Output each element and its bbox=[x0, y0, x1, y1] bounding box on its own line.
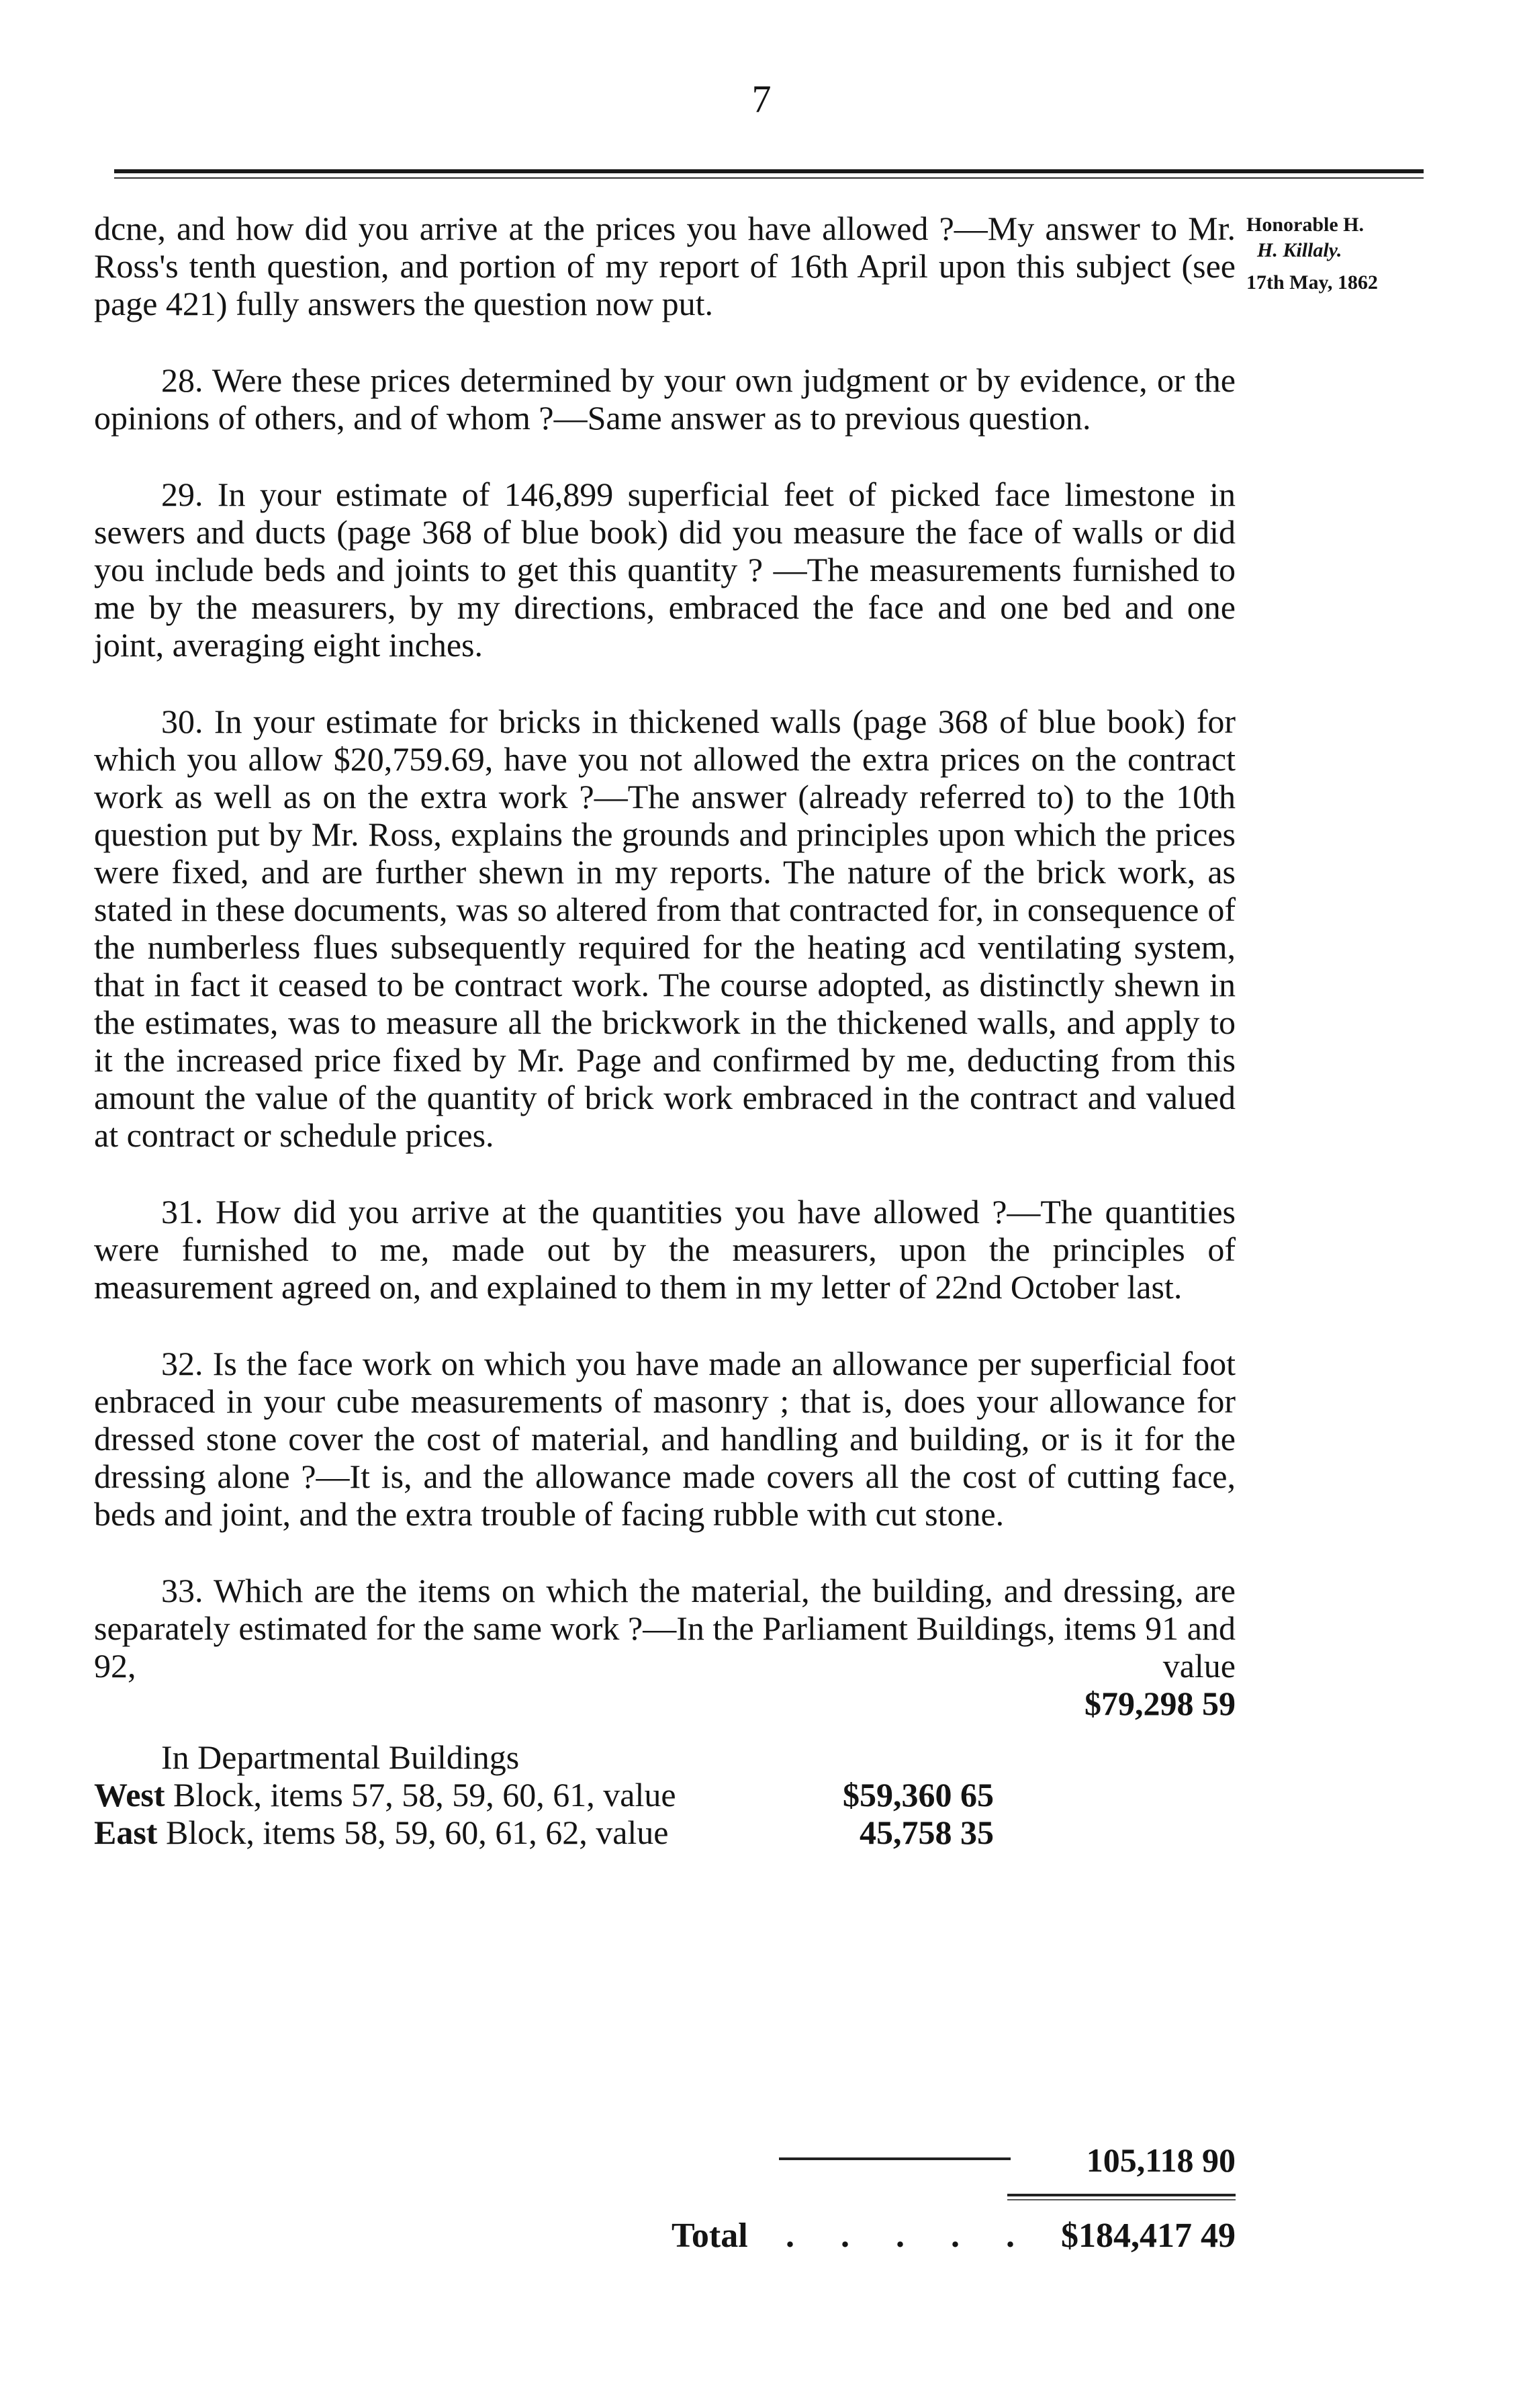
total-label: Total bbox=[672, 2217, 748, 2255]
question-28 bbox=[94, 361, 1236, 437]
question-32 bbox=[94, 1345, 1236, 1533]
margin-note-date: 17th May, 1862 bbox=[1246, 271, 1378, 294]
header-rule bbox=[114, 169, 1424, 173]
question-text: Is the face work on which you have made an allowance per superficial foot enbraced in your cube measurements of masonry ; that is, does your allowance for dressed stone cover the cost of material, and handling and building, or is it for the dressing alone ?—It is, and the allowance made covers all the cost of cutting face, beds and joint, and the extra trouble of facing rubble with cut stone. bbox=[94, 1345, 1236, 1533]
question-31 bbox=[94, 1193, 1236, 1306]
total-leader-dots: . . . . . bbox=[786, 2217, 1033, 2255]
table-row bbox=[94, 1814, 1236, 1851]
total-value: $184,417 49 bbox=[1061, 2217, 1236, 2255]
block-name: East bbox=[94, 1814, 158, 1851]
paragraph-continuation: dcne, and how did you arrive at the prices you have allowed ?—My answer to Mr. Ross's tenth question, and portion of my report of 16th April upon this subject (see page 421) fully answers the question now put. bbox=[94, 210, 1236, 322]
question-text: In your estimate for bricks in thickened walls (page 368 of blue book) for which you allow $20,759.69, have you not allowed the extra prices on the contract work as well as on the extra work ?—The answer (already referred to) to the 10th question put by Mr. Ross, explains the grounds and principles upon which the prices were fixed, and are further shewn in my reports. The nature of the brick work, as stated in these documents, was so altered from that contracted for, in consequence of the numberless flues subsequently required for the heating acd ventilating system, that in fact it ceased to be contract work. The course adopted, as distinctly shewn in the estimates, was to measure all the brickwork in the thickened walls, and apply to it the increased price fixed by Mr. Page and confirmed by me, deducting from this amount the value of the quantity of brick work embraced in the contract and valued at contract or schedule prices. bbox=[94, 703, 1236, 1154]
question-number: 33. bbox=[161, 1572, 203, 1609]
block-items: Block, items 58, 59, 60, 61, 62, value bbox=[157, 1814, 669, 1851]
table-row bbox=[94, 1776, 1236, 1814]
question-number: 30. bbox=[161, 703, 203, 740]
question-number: 28. bbox=[161, 361, 203, 399]
parliament-value: $79,298 59 bbox=[1084, 1685, 1236, 1722]
total-rule-thin bbox=[1007, 2199, 1236, 2200]
margin-note-title: Honorable H. bbox=[1246, 214, 1365, 236]
question-33 bbox=[94, 1572, 1236, 1722]
margin-note bbox=[1246, 212, 1461, 296]
question-text: How did you arrive at the quantities you have allowed ?—The quantities were furnished to me, made out by the measurers, upon the principles of measurement agreed on, and explained to them in my letter of 22nd October last. bbox=[94, 1193, 1236, 1306]
total-rule bbox=[1007, 2194, 1236, 2196]
question-number: 31. bbox=[161, 1193, 203, 1231]
subtotal-rule bbox=[779, 2157, 1011, 2160]
question-29 bbox=[94, 476, 1236, 664]
block-value: $59,360 65 bbox=[843, 1776, 994, 1814]
block-items: Block, items 57, 58, 59, 60, 61, value bbox=[165, 1776, 676, 1814]
departmental-heading: In Departmental Buildings bbox=[161, 1738, 520, 1776]
margin-note-name: H. Killaly. bbox=[1257, 239, 1342, 261]
question-number: 29. bbox=[161, 476, 203, 513]
block-name: West bbox=[94, 1776, 165, 1814]
header-rule-thin bbox=[114, 177, 1424, 179]
block-value: 45,758 35 bbox=[860, 1814, 994, 1851]
page-number: 7 bbox=[751, 77, 772, 121]
page-body bbox=[94, 210, 1236, 1851]
departmental-subtotal: 105,118 90 bbox=[1086, 2141, 1236, 2179]
question-number: 32. bbox=[161, 1345, 203, 1382]
question-text: In your estimate of 146,899 superficial feet of picked face limestone in sewers and ducts (page 368 of blue book) did you measure the face of walls or did you include beds and joints to get this quantity ? —The measurements furnished to me by the measurers, by my directions, embraced the face and one bed and one joint, averaging eight inches. bbox=[94, 476, 1236, 664]
question-30 bbox=[94, 703, 1236, 1154]
question-text: Were these prices determined by your own judgment or by evidence, or the opinions of others, and of whom ?—Same answer as to previous question. bbox=[94, 361, 1236, 437]
question-text: Which are the items on which the material, the building, and dressing, are separately estimated for the same work ?—In the Parliament Buildings, items 91 and 92, value bbox=[94, 1572, 1236, 1685]
